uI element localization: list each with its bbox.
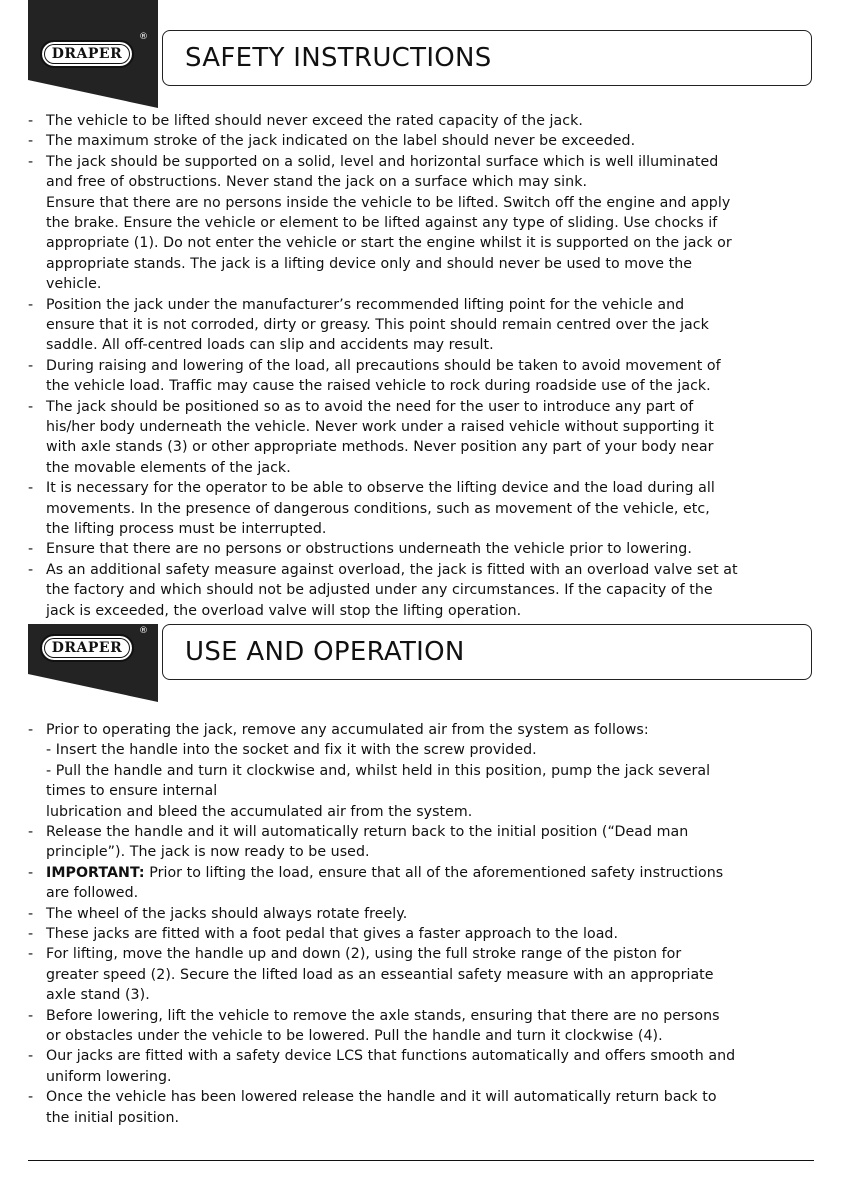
list-text-content: These jacks are fitted with a foot pedal that gives a faster approach to the load. (46, 926, 619, 942)
list-text (46, 560, 738, 580)
list-text-content: appropriate stands. The jack is a lifting device only and should never be used to move the (46, 255, 693, 272)
list-text-content: - Insert the handle into the socket and fix it with the screw provided. (46, 742, 537, 759)
list-text-content: Position the jack under the manufacturer’s recommended lifting point for the vehicle and (46, 296, 685, 313)
list-text (46, 822, 688, 842)
list-text (46, 437, 714, 457)
list-text-content: saddle. All off-centred loads can slip and accidents may result. (46, 337, 494, 354)
list-text-content: principle”). The jack is now ready to be used. (46, 844, 370, 861)
registered-mark: ® (139, 626, 148, 636)
list-text (46, 1026, 663, 1046)
list-text (46, 376, 711, 396)
list-text-content: Ensure that there are no persons or obstructions underneath the vehicle prior to lowering. (46, 541, 692, 558)
list-text-content: The jack should be positioned so as to avoid the need for the user to introduce any part of (46, 398, 694, 415)
list-text (46, 213, 717, 233)
list-text (46, 842, 370, 862)
list-text (46, 1067, 172, 1087)
header-tab-wedge (28, 80, 158, 108)
list-text (46, 356, 721, 376)
list-dash: - (28, 946, 34, 963)
list-text-content: are followed. (46, 885, 139, 902)
list-text-content: During raising and lowering of the load, all precautions should be taken to avoid movement of (46, 357, 721, 374)
list-text (46, 863, 723, 883)
list-text-content: The wheel of the jacks should always rotate freely. (46, 905, 408, 922)
list-text (46, 761, 710, 781)
list-dash: - (28, 1048, 34, 1065)
list-text (46, 965, 714, 985)
list-text (46, 458, 291, 478)
list-text (46, 1108, 179, 1128)
section-title-box (162, 30, 812, 86)
list-text-content: appropriate (1). Do not enter the vehicle or start the engine whilst it is supported on the jack or (46, 235, 732, 252)
list-text-content: uniform lowering. (46, 1068, 172, 1085)
list-text (46, 1006, 720, 1026)
list-text-content: and free of obstructions. Never stand the jack on a surface which may sink. (46, 174, 588, 191)
list-dash: - (28, 561, 34, 578)
section-title: USE AND OPERATION (185, 637, 465, 667)
list-text (46, 478, 715, 498)
list-text-content: the initial position. (46, 1109, 180, 1126)
list-text-content: The jack should be supported on a solid, level and horizontal surface which is well illuminated (46, 153, 719, 170)
list-dash: - (28, 398, 34, 415)
list-dash: - (28, 480, 34, 497)
list-text (46, 1046, 735, 1066)
list-text (46, 802, 472, 822)
list-dash: - (28, 153, 34, 170)
list-text-content: the factory and which should not be adjusted under any circumstances. If the capacity of the (46, 582, 713, 599)
list-text (46, 335, 494, 355)
list-dash: - (28, 541, 34, 558)
draper-logo: DRAPER (40, 40, 134, 68)
list-text (46, 274, 101, 294)
list-text (46, 601, 521, 621)
list-dash: - (28, 113, 34, 129)
header-tab-wedge (28, 674, 158, 702)
list-text (46, 152, 718, 172)
list-text (46, 254, 692, 274)
list-text (46, 985, 150, 1005)
list-text-content: the brake. Ensure the vehicle or element to be lifted against any type of sliding. Use chocks if (46, 215, 718, 231)
list-text-content: Release the handle and it will automatically return back to the initial position (“Dead man (46, 824, 689, 840)
list-text-content: Our jacks are fitted with a safety device LCS that functions automatically and offers smooth and (46, 1048, 736, 1065)
list-text-content: For lifting, move the handle up and down (2), using the full stroke range of the piston for (46, 946, 682, 963)
list-text-content: the vehicle load. Traffic may cause the raised vehicle to rock during roadside use of the jack. (46, 378, 711, 395)
list-dash: - (28, 133, 34, 150)
list-dash: - (28, 296, 34, 313)
list-text-content: Prior to operating the jack, remove any accumulated air from the system as follows: (46, 722, 649, 738)
list-text-content: jack is exceeded, the overload valve will stop the lifting operation. (46, 602, 522, 619)
list-text-content: The vehicle to be lifted should never exceed the rated capacity of the jack. (46, 113, 583, 129)
list-text (46, 417, 714, 437)
list-text (46, 883, 138, 903)
list-text (46, 539, 692, 559)
list-dash: - (28, 905, 34, 922)
list-dash: - (28, 722, 34, 738)
list-text-content: his/her body underneath the vehicle. Never work under a raised vehicle without supporting it (46, 419, 714, 435)
list-text-content: It is necessary for the operator to be able to observe the lifting device and the load during all (46, 480, 715, 497)
list-text-content: Ensure that there are no persons inside the vehicle to be lifted. Switch off the engine and apply (46, 194, 731, 211)
list-text (46, 924, 618, 944)
list-text-content: movements. In the presence of dangerous conditions, such as movement of the vehicle, etc, (46, 500, 710, 517)
list-dash: - (28, 1089, 34, 1106)
list-dash: - (28, 864, 34, 881)
registered-mark: ® (139, 32, 148, 42)
list-dash: - (28, 1007, 34, 1024)
list-text-content: As an additional safety measure against overload, the jack is fitted with an overload valve set at (46, 561, 738, 578)
list-dash: - (28, 357, 34, 374)
list-text-content: Once the vehicle has been lowered release the handle and it will automatically return back to (46, 1089, 717, 1106)
list-text (46, 944, 681, 964)
list-text (46, 1087, 717, 1107)
list-text (46, 131, 635, 151)
list-text (46, 233, 732, 253)
list-text-content: lubrication and bleed the accumulated air from the system. (46, 803, 473, 820)
list-text (46, 193, 730, 213)
list-text (46, 740, 537, 760)
list-text (46, 315, 709, 335)
list-text-content: vehicle. (46, 276, 102, 293)
list-text-content: times to ensure internal (46, 783, 218, 800)
list-text-content: the lifting process must be interrupted. (46, 521, 327, 537)
list-text (46, 295, 684, 315)
list-dash: - (28, 926, 34, 942)
list-text-content: Before lowering, lift the vehicle to remove the axle stands, ensuring that there are no persons (46, 1007, 720, 1024)
footer-rule (28, 1160, 814, 1161)
list-text-content: the movable elements of the jack. (46, 459, 291, 476)
section-title-box (162, 624, 812, 680)
list-text (46, 397, 693, 417)
list-text-content: or obstacles under the vehicle to be lowered. Pull the handle and turn it clockwise (4). (46, 1028, 663, 1044)
draper-logo: DRAPER (40, 634, 134, 662)
list-text (46, 172, 587, 192)
list-text (46, 111, 583, 131)
list-text (46, 720, 649, 740)
important-label: IMPORTANT: (46, 864, 145, 881)
list-text-content: - Pull the handle and turn it clockwise and, whilst held in this position, pump the jack several (46, 762, 711, 779)
list-text (46, 519, 326, 539)
list-text (46, 580, 713, 600)
list-text (46, 499, 710, 519)
list-text (46, 781, 217, 801)
list-text (46, 904, 407, 924)
use-and-operation-header (0, 624, 843, 704)
list-text-content: greater speed (2). Secure the lifted load as an esseantial safety measure with an appropriate (46, 966, 714, 983)
list-text-content: Prior to lifting the load, ensure that all of the aforementioned safety instructions (144, 864, 724, 881)
list-text-content: ensure that it is not corroded, dirty or greasy. This point should remain centred over the jack (46, 317, 709, 333)
list-text-content: axle stand (3). (46, 987, 150, 1004)
list-dash: - (28, 824, 34, 840)
list-text-content: The maximum stroke of the jack indicated on the label should never be exceeded. (46, 133, 636, 150)
list-text-content: with axle stands (3) or other appropriate methods. Never position any part of your body near (46, 439, 714, 456)
section-title: SAFETY INSTRUCTIONS (185, 43, 492, 73)
safety-instructions-header (0, 30, 843, 110)
